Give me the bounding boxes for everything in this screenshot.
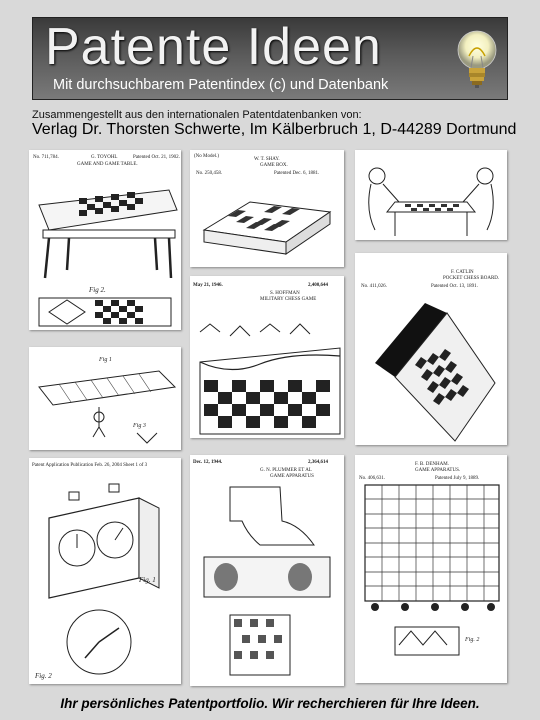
svg-text:W. T. SHAY.: W. T. SHAY. [254, 157, 280, 162]
svg-text:Fig 3: Fig 3 [133, 423, 146, 429]
svg-text:2,364,614: 2,364,614 [308, 460, 328, 465]
svg-text:Fig. 1: Fig. 1 [139, 576, 156, 584]
svg-text:2,400,644: 2,400,644 [308, 283, 328, 288]
svg-text:GAME BOX.: GAME BOX. [260, 163, 288, 168]
footer-slogan: Ihr persönliches Patentportfolio. Wir recherchieren für Ihre Ideen. [60, 696, 480, 711]
svg-text:GAME AND GAME TABLE.: GAME AND GAME TABLE. [77, 162, 138, 167]
svg-text:Patented Dec. 6, 1881.: Patented Dec. 6, 1881. [274, 171, 320, 176]
svg-text:Patented Oct. 13, 1891.: Patented Oct. 13, 1891. [431, 284, 478, 289]
svg-text:GAME APPARATUS.: GAME APPARATUS. [415, 468, 461, 473]
svg-text:POCKET CHESS BOARD.: POCKET CHESS BOARD. [443, 276, 500, 281]
svg-text:S. HOFFMAN: S. HOFFMAN [270, 291, 300, 296]
svg-text:No. 250,458.: No. 250,458. [196, 171, 223, 176]
patent-panel-players-board [355, 150, 507, 240]
svg-text:No. 711,784.: No. 711,784. [33, 155, 59, 160]
svg-text:Fig 2.: Fig 2. [89, 286, 106, 294]
svg-text:Patented Oct. 21, 1902.: Patented Oct. 21, 1902. [133, 155, 180, 160]
intro-text: Zusammengestellt aus den internationalen Patentdatenbanken von: [32, 109, 362, 121]
svg-text:F. CATLIN: F. CATLIN [451, 270, 474, 275]
banner-title: Patente Ideen [45, 18, 382, 76]
svg-text:G. N. PLUMMER ET AL: G. N. PLUMMER ET AL [260, 468, 312, 473]
patent-panel-game-box [190, 150, 344, 267]
svg-text:Patented July 9, 1889.: Patented July 9, 1889. [435, 476, 480, 481]
title-banner [32, 17, 508, 100]
patent-panel-game-apparatus-1944 [190, 455, 344, 686]
svg-text:Fig 1: Fig 1 [99, 357, 112, 363]
patent-panel-field-game [29, 347, 181, 450]
svg-text:Patent Application Publication: Patent Application Publication Feb. 26, 2004 Sheet 1 of 3 [32, 463, 148, 468]
patent-panel-pocket-chess [355, 253, 507, 445]
svg-text:MILITARY CHESS GAME: MILITARY CHESS GAME [260, 297, 317, 302]
svg-text:Dec. 12, 1944.: Dec. 12, 1944. [193, 460, 223, 465]
svg-text:(No Model.): (No Model.) [194, 154, 219, 159]
patent-panel-denham-board [355, 455, 507, 683]
lightbulb-icon [451, 26, 503, 92]
svg-text:Fig. 2: Fig. 2 [35, 672, 52, 680]
svg-text:No. 411,026.: No. 411,026. [361, 284, 387, 289]
svg-text:No. 406,631.: No. 406,631. [359, 476, 386, 481]
svg-text:Fig. 2: Fig. 2 [465, 637, 480, 643]
patent-panel-game-table [29, 150, 181, 330]
banner-subtitle: Mit durchsuchbarem Patentindex (c) und Datenbank [53, 77, 389, 93]
publisher-address: Verlag Dr. Thorsten Schwerte, Im Kälberbruch 1, D-44289 Dortmund [32, 121, 517, 138]
svg-text:G. TOYOHL: G. TOYOHL [91, 155, 118, 160]
svg-text:F. B. DENHAM.: F. B. DENHAM. [415, 462, 449, 467]
svg-text:GAME APPARATUS: GAME APPARATUS [270, 474, 314, 479]
svg-text:May 21, 1946.: May 21, 1946. [193, 283, 223, 288]
patent-panel-chess-clock [29, 458, 181, 684]
patent-panel-military-chess [190, 276, 344, 438]
